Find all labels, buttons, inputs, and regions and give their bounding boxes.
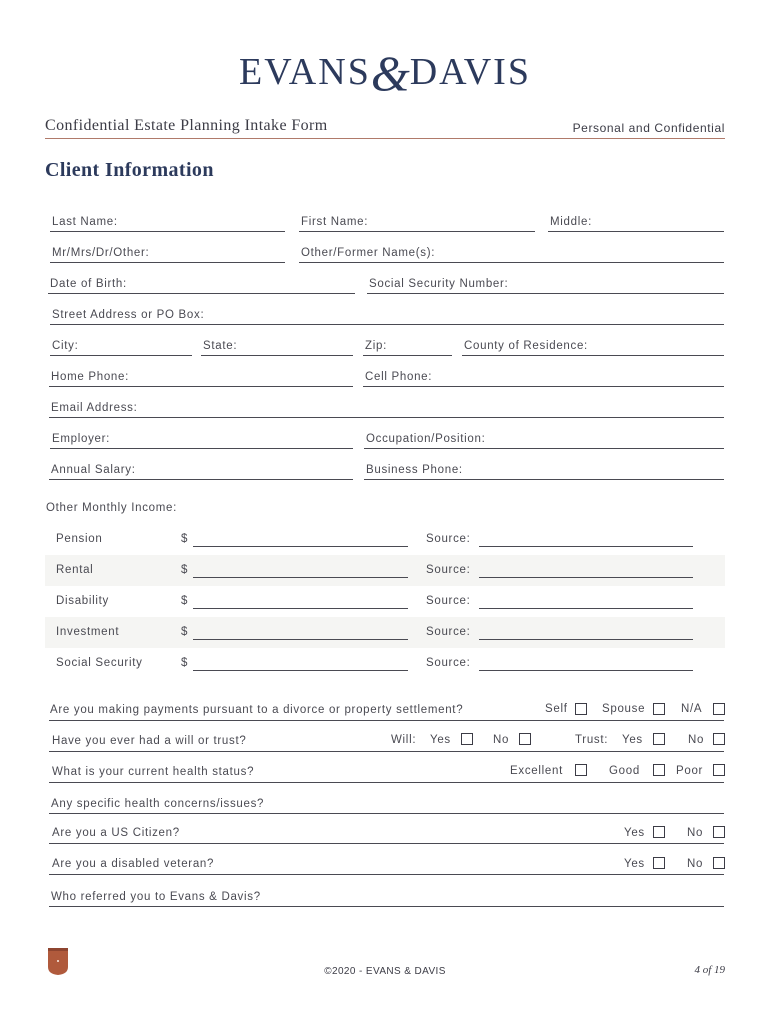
poor-label: Poor bbox=[676, 765, 704, 777]
logo-evans: EVANS bbox=[239, 51, 371, 93]
rental-amount-input[interactable] bbox=[193, 577, 408, 578]
veteran-underline bbox=[49, 874, 724, 875]
veteran-yes-checkbox[interactable] bbox=[653, 857, 665, 869]
citizen-underline bbox=[49, 843, 724, 844]
citizen-yes-label: Yes bbox=[624, 827, 645, 839]
divorce-underline bbox=[49, 720, 724, 721]
will-question: Have you ever had a will or trust? bbox=[52, 735, 247, 747]
home-phone-label: Home Phone: bbox=[51, 371, 130, 383]
income-row-band bbox=[45, 617, 725, 648]
will-no-label: No bbox=[493, 734, 510, 746]
first-name-field[interactable] bbox=[299, 213, 535, 232]
na-option-label: N/A bbox=[681, 703, 703, 715]
state-label: State: bbox=[203, 340, 238, 352]
investment-amount-input[interactable] bbox=[193, 639, 408, 640]
street-address-field[interactable] bbox=[50, 306, 724, 325]
email-field[interactable] bbox=[49, 399, 724, 418]
trust-label: Trust: bbox=[575, 734, 609, 746]
referral-field[interactable] bbox=[49, 888, 724, 907]
zip-field[interactable] bbox=[363, 337, 452, 356]
currency-symbol: $ bbox=[181, 595, 189, 607]
divorce-question: Are you making payments pursuant to a divorce or property settlement? bbox=[50, 704, 464, 716]
citizen-yes-checkbox[interactable] bbox=[653, 826, 665, 838]
health-underline bbox=[49, 782, 724, 783]
state-field[interactable] bbox=[201, 337, 353, 356]
source-label: Source: bbox=[426, 564, 471, 576]
poor-checkbox[interactable] bbox=[713, 764, 725, 776]
veteran-yes-label: Yes bbox=[624, 858, 645, 870]
disability-source-input[interactable] bbox=[479, 608, 693, 609]
pension-source-input[interactable] bbox=[479, 546, 693, 547]
employer-field[interactable] bbox=[50, 430, 353, 449]
good-label: Good bbox=[609, 765, 640, 777]
city-field[interactable] bbox=[50, 337, 192, 356]
referral-label: Who referred you to Evans & Davis? bbox=[51, 891, 261, 903]
currency-symbol: $ bbox=[181, 533, 189, 545]
trust-yes-label: Yes bbox=[622, 734, 643, 746]
email-label: Email Address: bbox=[51, 402, 138, 414]
copyright-notice: ©2020 - EVANS & DAVIS bbox=[324, 966, 446, 977]
veteran-no-label: No bbox=[687, 858, 704, 870]
citizen-no-label: No bbox=[687, 827, 704, 839]
logo-davis: DAVIS bbox=[409, 51, 531, 93]
other-names-label: Other/Former Name(s): bbox=[301, 247, 436, 259]
form-title: Confidential Estate Planning Intake Form bbox=[45, 117, 328, 134]
county-label: County of Residence: bbox=[464, 340, 588, 352]
spouse-checkbox[interactable] bbox=[653, 703, 665, 715]
occupation-field[interactable] bbox=[364, 430, 724, 449]
title-label: Mr/Mrs/Dr/Other: bbox=[52, 247, 150, 259]
self-option-label: Self bbox=[545, 703, 568, 715]
income-type-social-security: Social Security bbox=[56, 657, 143, 669]
rental-source-input[interactable] bbox=[479, 577, 693, 578]
veteran-question: Are you a disabled veteran? bbox=[52, 858, 215, 870]
health-concerns-field[interactable] bbox=[49, 795, 724, 814]
dob-label: Date of Birth: bbox=[50, 278, 127, 290]
currency-symbol: $ bbox=[181, 657, 189, 669]
employer-label: Employer: bbox=[52, 433, 111, 445]
title-field[interactable] bbox=[50, 244, 285, 263]
first-name-label: First Name: bbox=[301, 216, 369, 228]
zip-label: Zip: bbox=[365, 340, 387, 352]
income-type-rental: Rental bbox=[56, 564, 94, 576]
health-question: What is your current health status? bbox=[52, 766, 255, 778]
na-checkbox[interactable] bbox=[713, 703, 725, 715]
source-label: Source: bbox=[426, 657, 471, 669]
dob-field[interactable] bbox=[48, 275, 355, 294]
income-type-pension: Pension bbox=[56, 533, 103, 545]
last-name-field[interactable] bbox=[50, 213, 285, 232]
social-security-source-input[interactable] bbox=[479, 670, 693, 671]
excellent-checkbox[interactable] bbox=[575, 764, 587, 776]
business-phone-label: Business Phone: bbox=[366, 464, 463, 476]
spouse-option-label: Spouse bbox=[602, 703, 646, 715]
currency-symbol: $ bbox=[181, 626, 189, 638]
home-phone-field[interactable] bbox=[49, 368, 353, 387]
page-number: 4 of 19 bbox=[694, 964, 725, 976]
header-divider bbox=[45, 138, 725, 139]
annual-salary-field[interactable] bbox=[49, 461, 353, 480]
company-logo bbox=[0, 45, 770, 101]
excellent-label: Excellent bbox=[510, 765, 563, 777]
county-field[interactable] bbox=[462, 337, 724, 356]
veteran-no-checkbox[interactable] bbox=[713, 857, 725, 869]
trust-yes-checkbox[interactable] bbox=[653, 733, 665, 745]
source-label: Source: bbox=[426, 533, 471, 545]
social-security-amount-input[interactable] bbox=[193, 670, 408, 671]
self-checkbox[interactable] bbox=[575, 703, 587, 715]
cell-phone-label: Cell Phone: bbox=[365, 371, 433, 383]
business-phone-field[interactable] bbox=[364, 461, 724, 480]
trust-no-label: No bbox=[688, 734, 705, 746]
section-title: Client Information bbox=[45, 159, 214, 181]
will-yes-checkbox[interactable] bbox=[461, 733, 473, 745]
middle-name-field[interactable] bbox=[548, 213, 724, 232]
good-checkbox[interactable] bbox=[653, 764, 665, 776]
cell-phone-field[interactable] bbox=[363, 368, 724, 387]
source-label: Source: bbox=[426, 595, 471, 607]
last-name-label: Last Name: bbox=[52, 216, 118, 228]
will-label: Will: bbox=[391, 734, 417, 746]
annual-salary-label: Annual Salary: bbox=[51, 464, 136, 476]
will-underline bbox=[49, 751, 724, 752]
will-yes-label: Yes bbox=[430, 734, 451, 746]
income-type-disability: Disability bbox=[56, 595, 110, 607]
occupation-label: Occupation/Position: bbox=[366, 433, 486, 445]
other-names-field[interactable] bbox=[299, 244, 724, 263]
health-concerns-label: Any specific health concerns/issues? bbox=[51, 798, 265, 810]
income-type-investment: Investment bbox=[56, 626, 120, 638]
confidential-label: Personal and Confidential bbox=[572, 121, 725, 135]
income-row-band bbox=[45, 555, 725, 586]
source-label: Source: bbox=[426, 626, 471, 638]
ssn-field[interactable] bbox=[367, 275, 724, 294]
will-no-checkbox[interactable] bbox=[519, 733, 531, 745]
currency-symbol: $ bbox=[181, 564, 189, 576]
trust-no-checkbox[interactable] bbox=[713, 733, 725, 745]
citizen-question: Are you a US Citizen? bbox=[52, 827, 180, 839]
pension-amount-input[interactable] bbox=[193, 546, 408, 547]
investment-source-input[interactable] bbox=[479, 639, 693, 640]
middle-name-label: Middle: bbox=[550, 216, 592, 228]
street-address-label: Street Address or PO Box: bbox=[52, 309, 205, 321]
disability-amount-input[interactable] bbox=[193, 608, 408, 609]
ssn-label: Social Security Number: bbox=[369, 278, 509, 290]
city-label: City: bbox=[52, 340, 79, 352]
logo-ampersand: & bbox=[370, 45, 410, 101]
monthly-income-heading: Other Monthly Income: bbox=[46, 502, 178, 514]
citizen-no-checkbox[interactable] bbox=[713, 826, 725, 838]
